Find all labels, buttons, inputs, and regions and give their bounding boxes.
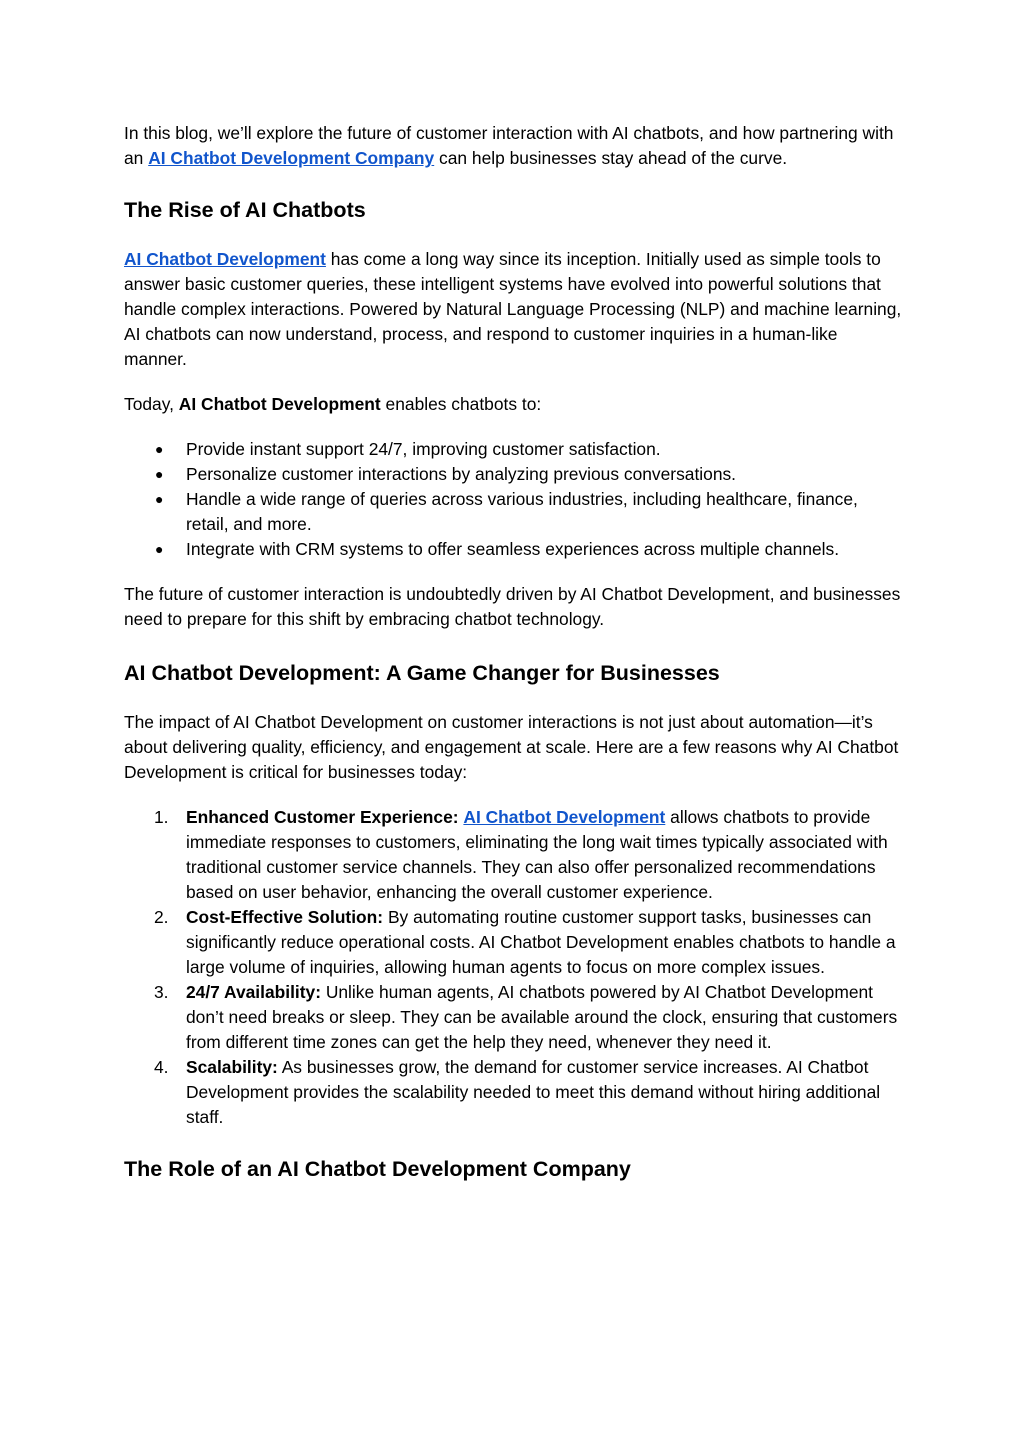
heading-rise-of-ai-chatbots: The Rise of AI Chatbots [124,198,366,222]
bullet-icon: ● [155,466,164,482]
bullet-item [124,462,904,487]
intro-text-before: In this blog, we’ll explore the future of customer interaction with AI chatbots, and how partnering with an [124,123,894,168]
bullet-icon: ● [155,541,164,557]
bullet-text: Provide instant support 24/7, improving customer satisfaction. [186,439,661,459]
ai-chatbot-development-company-link[interactable]: AI Chatbot Development Company [148,148,435,168]
list-number: 1. [154,807,169,827]
ai-chatbot-development-link[interactable]: AI Chatbot Development [124,249,326,269]
reason-title: 24/7 Availability: [186,982,321,1002]
reason-text: By automating routine customer support tasks, businesses can significantly reduce operational costs. AI Chatbot Development enables chatbots to handle a large volume of inquiries, allowing human agents to focus on more complex issues. [186,907,896,977]
bullet-text: Integrate with CRM systems to offer seamless experiences across multiple channels. [186,539,840,559]
reason-title: Enhanced Customer Experience: [186,807,459,827]
heading-role-of-company: The Role of an AI Chatbot Development Company [124,1157,631,1181]
rise-paragraph-1 [124,247,904,372]
bullet-item [124,537,904,562]
rise-paragraph-2-before: Today, [124,394,179,414]
bullet-icon: ● [155,441,164,457]
rise-paragraph-2-after: enables chatbots to: [380,394,542,414]
game-changer-paragraph: The impact of AI Chatbot Development on customer interactions is not just about automation—it’s about delivering quality, efficiency, and engagement at scale. Here are a few reasons why AI Chatbot Development is critical for businesses today: [124,712,899,782]
reason-text: allows chatbots to provide immediate responses to customers, eliminating the long wait times typically associated with traditional customer service channels. They can also offer personalized recommendations based on user behavior, enhancing the overall customer experience. [186,807,888,902]
reason-title: Scalability: [186,1057,278,1077]
bullet-item [124,487,904,537]
list-number: 2. [154,907,169,927]
reason-item-cost-effective-solution [124,905,904,980]
rise-paragraph-3: The future of customer interaction is undoubtedly driven by AI Chatbot Development, and businesses need to prepare for this shift by embracing chatbot technology. [124,584,901,629]
rise-paragraph-1-text: has come a long way since its inception. Initially used as simple tools to answer basic customer queries, these intelligent systems have evolved into powerful solutions that handle complex interactions. Powered by Natural Language Processing (NLP) and machine learning, AI chatbots can now understand, process, and respond to customer inquiries in a human-like manner. [124,249,902,369]
intro-paragraph [124,121,904,171]
document-page [124,121,904,1182]
bullet-text: Personalize customer interactions by analyzing previous conversations. [186,464,737,484]
ai-chatbot-development-link[interactable]: AI Chatbot Development [463,807,666,827]
reason-title: Cost-Effective Solution: [186,907,384,927]
heading-game-changer: AI Chatbot Development: A Game Changer for Businesses [124,661,720,685]
reason-item-scalability [124,1055,904,1130]
reason-item-availability [124,980,904,1055]
reason-item-enhanced-customer-experience [124,805,904,905]
bullet-icon: ● [155,491,164,507]
reason-text: As businesses grow, the demand for customer service increases. AI Chatbot Development provides the scalability needed to meet this demand without hiring additional staff. [186,1057,881,1127]
intro-text-after: can help businesses stay ahead of the curve. [434,148,788,168]
list-number: 4. [154,1057,169,1077]
bullet-item [124,437,904,462]
list-number: 3. [154,982,169,1002]
capabilities-bullet-list [124,437,904,562]
rise-paragraph-2 [124,392,904,417]
reasons-numbered-list [124,805,904,1130]
reason-text: Unlike human agents, AI chatbots powered by AI Chatbot Development don’t need breaks or sleep. They can be available around the clock, ensuring that customers from different time zones can get the help they need, whenever they need it. [186,982,898,1052]
rise-paragraph-2-bold: AI Chatbot Development [178,394,381,414]
bullet-text: Handle a wide range of queries across various industries, including healthcare, finance, retail, and more. [186,489,858,534]
